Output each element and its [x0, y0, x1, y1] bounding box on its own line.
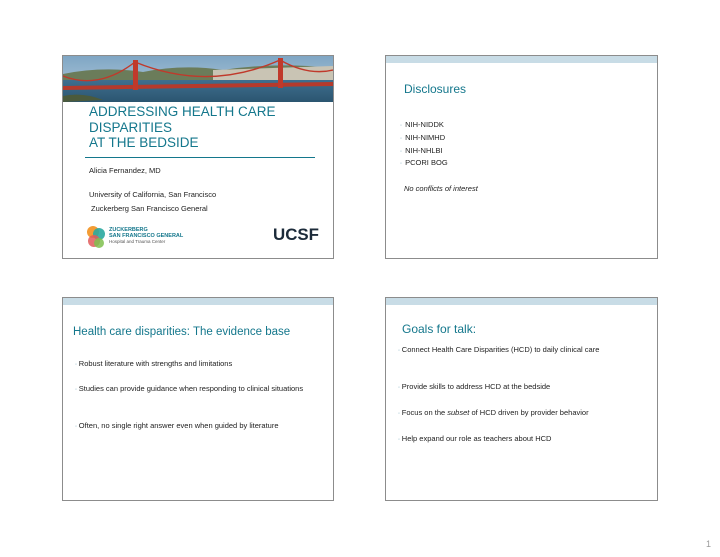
page-number: 1 — [706, 539, 712, 549]
slide-evidence-base — [62, 297, 334, 501]
bullet-icon: ◦ — [75, 387, 79, 393]
bullet-icon: ◦ — [398, 385, 402, 391]
ucsf-logo — [273, 222, 319, 246]
slide-goals — [385, 297, 658, 501]
affiliation-hospital: Zuckerberg San Francisco General — [91, 204, 208, 213]
list-item: ◦ Robust literature with strengths and limitations — [75, 359, 233, 368]
list-item: ◦ Provide skills to address HCD at the bedside — [398, 382, 551, 391]
zuckerberg-sf-general-logo: ZUCKERBERG SAN FRANCISCO GENERAL Hospital and Trauma Center — [85, 224, 225, 252]
affiliation-university: University of California, San Francisco — [89, 190, 217, 199]
list-item: ◦ Often, no single right answer even when guided by literature — [75, 421, 279, 430]
list-item: ◦ Help expand our role as teachers about HCD — [398, 434, 552, 443]
zsf-logo-icon — [85, 224, 107, 250]
list-item: ◦ NIH-NIMHD — [400, 133, 446, 142]
list-item: ◦ PCORI BOG — [400, 158, 448, 167]
bullet-icon: ◦ — [398, 348, 402, 354]
slide-top-bar — [386, 56, 657, 63]
list-item: ◦ Connect Health Care Disparities (HCD) to daily clinical care — [398, 345, 600, 354]
slide-top-bar — [386, 298, 657, 305]
list-item: ◦ Studies can provide guidance when responding to clinical situations — [75, 384, 304, 393]
list-item: ◦ Focus on the subset of HCD driven by provider behavior — [398, 408, 589, 417]
presentation-title: ADDRESSING HEALTH CARE DISPARITIES AT THE BEDSIDE — [89, 104, 276, 150]
bullet-icon: ◦ — [398, 437, 402, 443]
golden-gate-bridge-photo — [63, 56, 333, 102]
slide-disclosures — [385, 55, 658, 259]
author-name: Alicia Fernandez, MD — [89, 166, 161, 175]
bullet-icon: ◦ — [400, 149, 403, 155]
slide-title — [62, 55, 334, 259]
bullet-icon: ◦ — [75, 362, 79, 368]
slide-title-disclosures: Disclosures — [404, 82, 467, 96]
list-item: ◦ NIH-NHLBI — [400, 146, 443, 155]
ucsf-logo-text: UCSF — [273, 225, 319, 244]
bullet-icon: ◦ — [400, 161, 403, 167]
slide-title-evidence: Health care disparities: The evidence base — [73, 326, 291, 338]
list-item: ◦ NIH-NIDDK — [400, 120, 444, 129]
title-divider — [85, 157, 315, 158]
bullet-icon: ◦ — [75, 424, 79, 430]
bullet-icon: ◦ — [400, 136, 403, 142]
bullet-icon: ◦ — [400, 123, 403, 129]
slide-title-goals: Goals for talk: — [402, 322, 477, 336]
bullet-icon: ◦ — [398, 411, 402, 417]
slide-top-bar — [63, 298, 333, 305]
conflicts-note: No conflicts of interest — [404, 184, 478, 193]
